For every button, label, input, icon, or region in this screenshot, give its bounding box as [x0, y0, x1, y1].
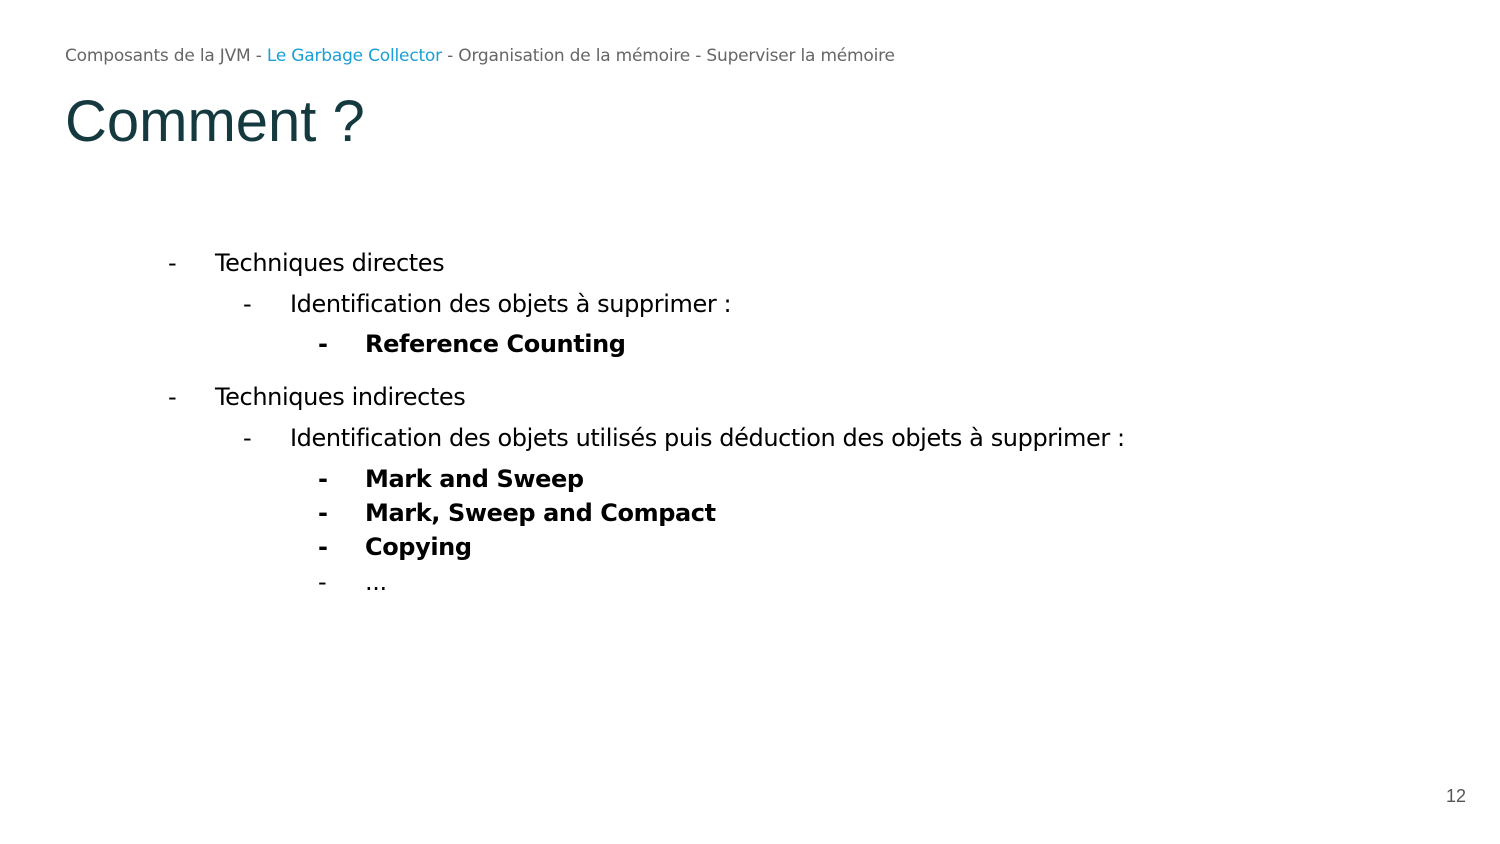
list-item-label: Reference Counting [365, 330, 626, 358]
bullet-dash: - [318, 330, 328, 358]
bullet-dash: - [318, 465, 328, 493]
list-item-label: Mark, Sweep and Compact [365, 499, 716, 527]
breadcrumb-item-garbage-collector: Le Garbage Collector [266, 46, 442, 66]
list-item-label: Techniques directes [215, 249, 445, 277]
list-item-label: Identification des objets à supprimer : [290, 290, 732, 318]
bullet-dash: - [168, 249, 177, 277]
list-item-label: Mark and Sweep [365, 465, 584, 493]
bullet-dash: - [318, 499, 328, 527]
page-title: Comment ? [65, 89, 365, 154]
bullet-dash: - [318, 533, 328, 561]
list-item-label: Techniques indirectes [215, 383, 466, 411]
list-item-label: ... [365, 568, 387, 596]
bullet-dash: - [243, 290, 252, 318]
bullet-dash: - [168, 383, 177, 411]
page-number: 12 [1445, 786, 1466, 806]
bullet-dash: - [318, 568, 327, 596]
breadcrumb-item-rest: - Organisation de la mémoire - Superviser la mémoire [441, 46, 895, 66]
list-item-label: Copying [365, 533, 472, 561]
bullet-dash: - [243, 424, 252, 452]
list-item-label: Identification des objets utilisés puis déduction des objets à supprimer : [290, 424, 1125, 452]
breadcrumb-item-composants: Composants de la JVM - [65, 46, 267, 66]
